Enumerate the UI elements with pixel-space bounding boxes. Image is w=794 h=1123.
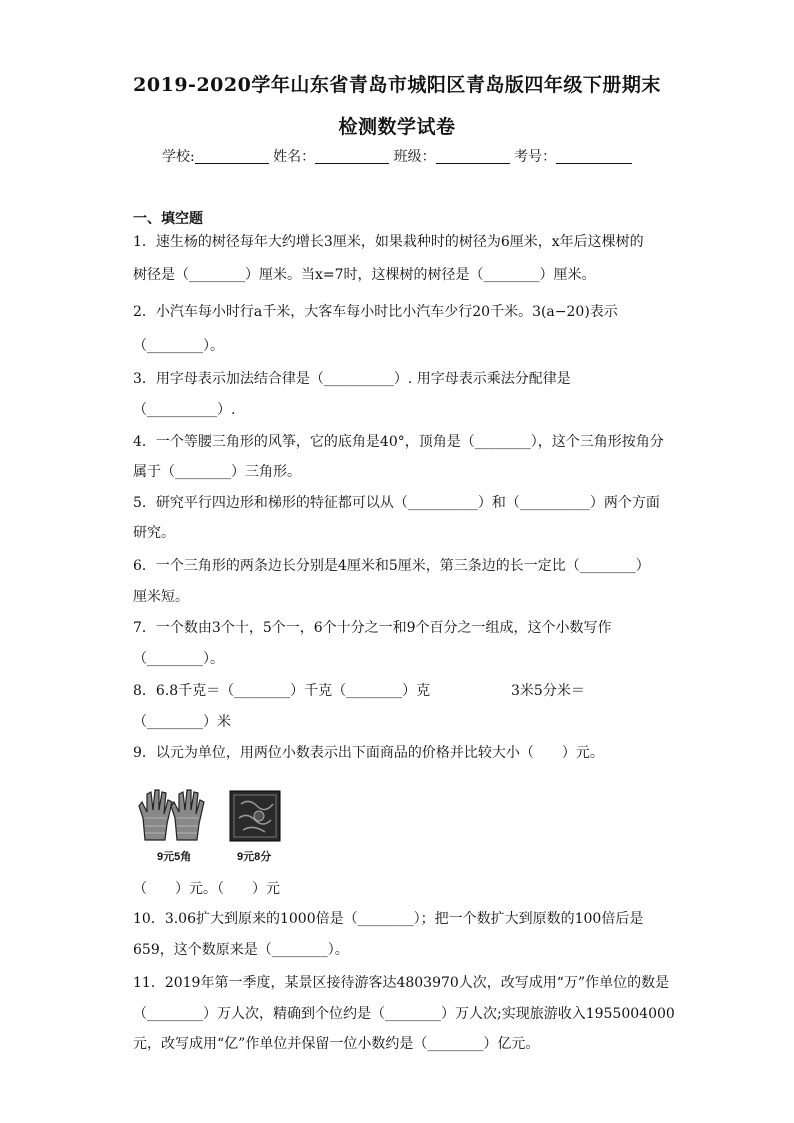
question-line: 属于（________）三角形。 (133, 464, 301, 480)
question-line: 11．2019年第一季度，某景区接待游客达4803970人次，改写成用“万”作单位的数是 (133, 975, 670, 991)
class-label: 班级： (393, 149, 436, 165)
question-line: 2．小汽车每小时行a千米，大客车每小时比小汽车少行20千米。3(a−20)表示 (133, 304, 618, 320)
question-line: 3．用字母表示加法结合律是（__________）. 用字母表示乘法分配律是 (133, 371, 571, 387)
question-8-right: 3米5分米＝ (511, 683, 585, 699)
question-line: 1．速生杨的树径每年大约增长3厘米，如果栽种时的树径为6厘米，x年后这棵树的 (133, 234, 644, 250)
question-line: （________）米 (133, 714, 231, 730)
name-label: 姓名： (273, 149, 316, 165)
question-line: 5．研究平行四边形和梯形的特征都可以从（__________）和（__________）两个方面 (133, 495, 660, 511)
page-title-line1: 2019-2020学年山东省青岛市城阳区青岛版四年级下册期末 (133, 74, 661, 96)
number-blank[interactable] (556, 149, 632, 164)
product-pictures (133, 788, 313, 868)
question-line: 研究。 (133, 525, 175, 541)
question-line: 10．3.06扩大到原来的1000倍是（________）；把一个数扩大到原数的100倍后是 (133, 911, 644, 927)
question-line: 4．一个等腰三角形的风筝，它的底角是40°，顶角是（________），这个三角形按角分 (133, 434, 664, 450)
class-blank[interactable] (436, 149, 510, 164)
section-title: 一、填空题 (133, 211, 203, 227)
textured-box-icon (229, 790, 281, 842)
question-line: （ ）元。（ ）元 (133, 881, 280, 897)
question-line: 9．以元为单位，用两位小数表示出下面商品的价格并比较大小（ ）元。 (133, 745, 604, 761)
question-line: （________）。 (133, 338, 224, 354)
question-line: 8．6.8千克＝（________）千克（________）克 (133, 683, 431, 699)
question-line: 7．一个数由3个十，5个一，6个十分之一和9个百分之一组成，这个小数写作 (133, 620, 612, 636)
box-price: 9元8分 (237, 851, 272, 863)
school-blank[interactable] (195, 149, 269, 164)
question-line: （__________）. (133, 402, 236, 418)
question-line: 659，这个数原来是（________）。 (133, 942, 349, 958)
question-line: （________）万人次，精确到个位约是（________）万人次;实现旅游收入1955004000 (133, 1006, 675, 1022)
page-title-line2: 检测数学试卷 (338, 116, 456, 138)
school-label: 学校: (162, 149, 195, 165)
glove-price: 9元5角 (157, 851, 192, 863)
question-line: 6．一个三角形的两条边长分别是4厘米和5厘米，第三条边的长一定比（________） (133, 558, 650, 574)
name-blank[interactable] (315, 149, 389, 164)
student-info-row (162, 146, 632, 166)
question-line: 树径是（________）厘米。当x=7时，这棵树的树径是（________）厘米。 (133, 267, 596, 283)
question-line: 厘米短。 (133, 589, 189, 605)
number-label: 考号： (514, 149, 557, 165)
question-line: 元，改写成用“亿”作单位并保留一位小数约是（________）亿元。 (133, 1036, 540, 1052)
question-line: （________）。 (133, 651, 224, 667)
glove-icon (137, 788, 212, 844)
